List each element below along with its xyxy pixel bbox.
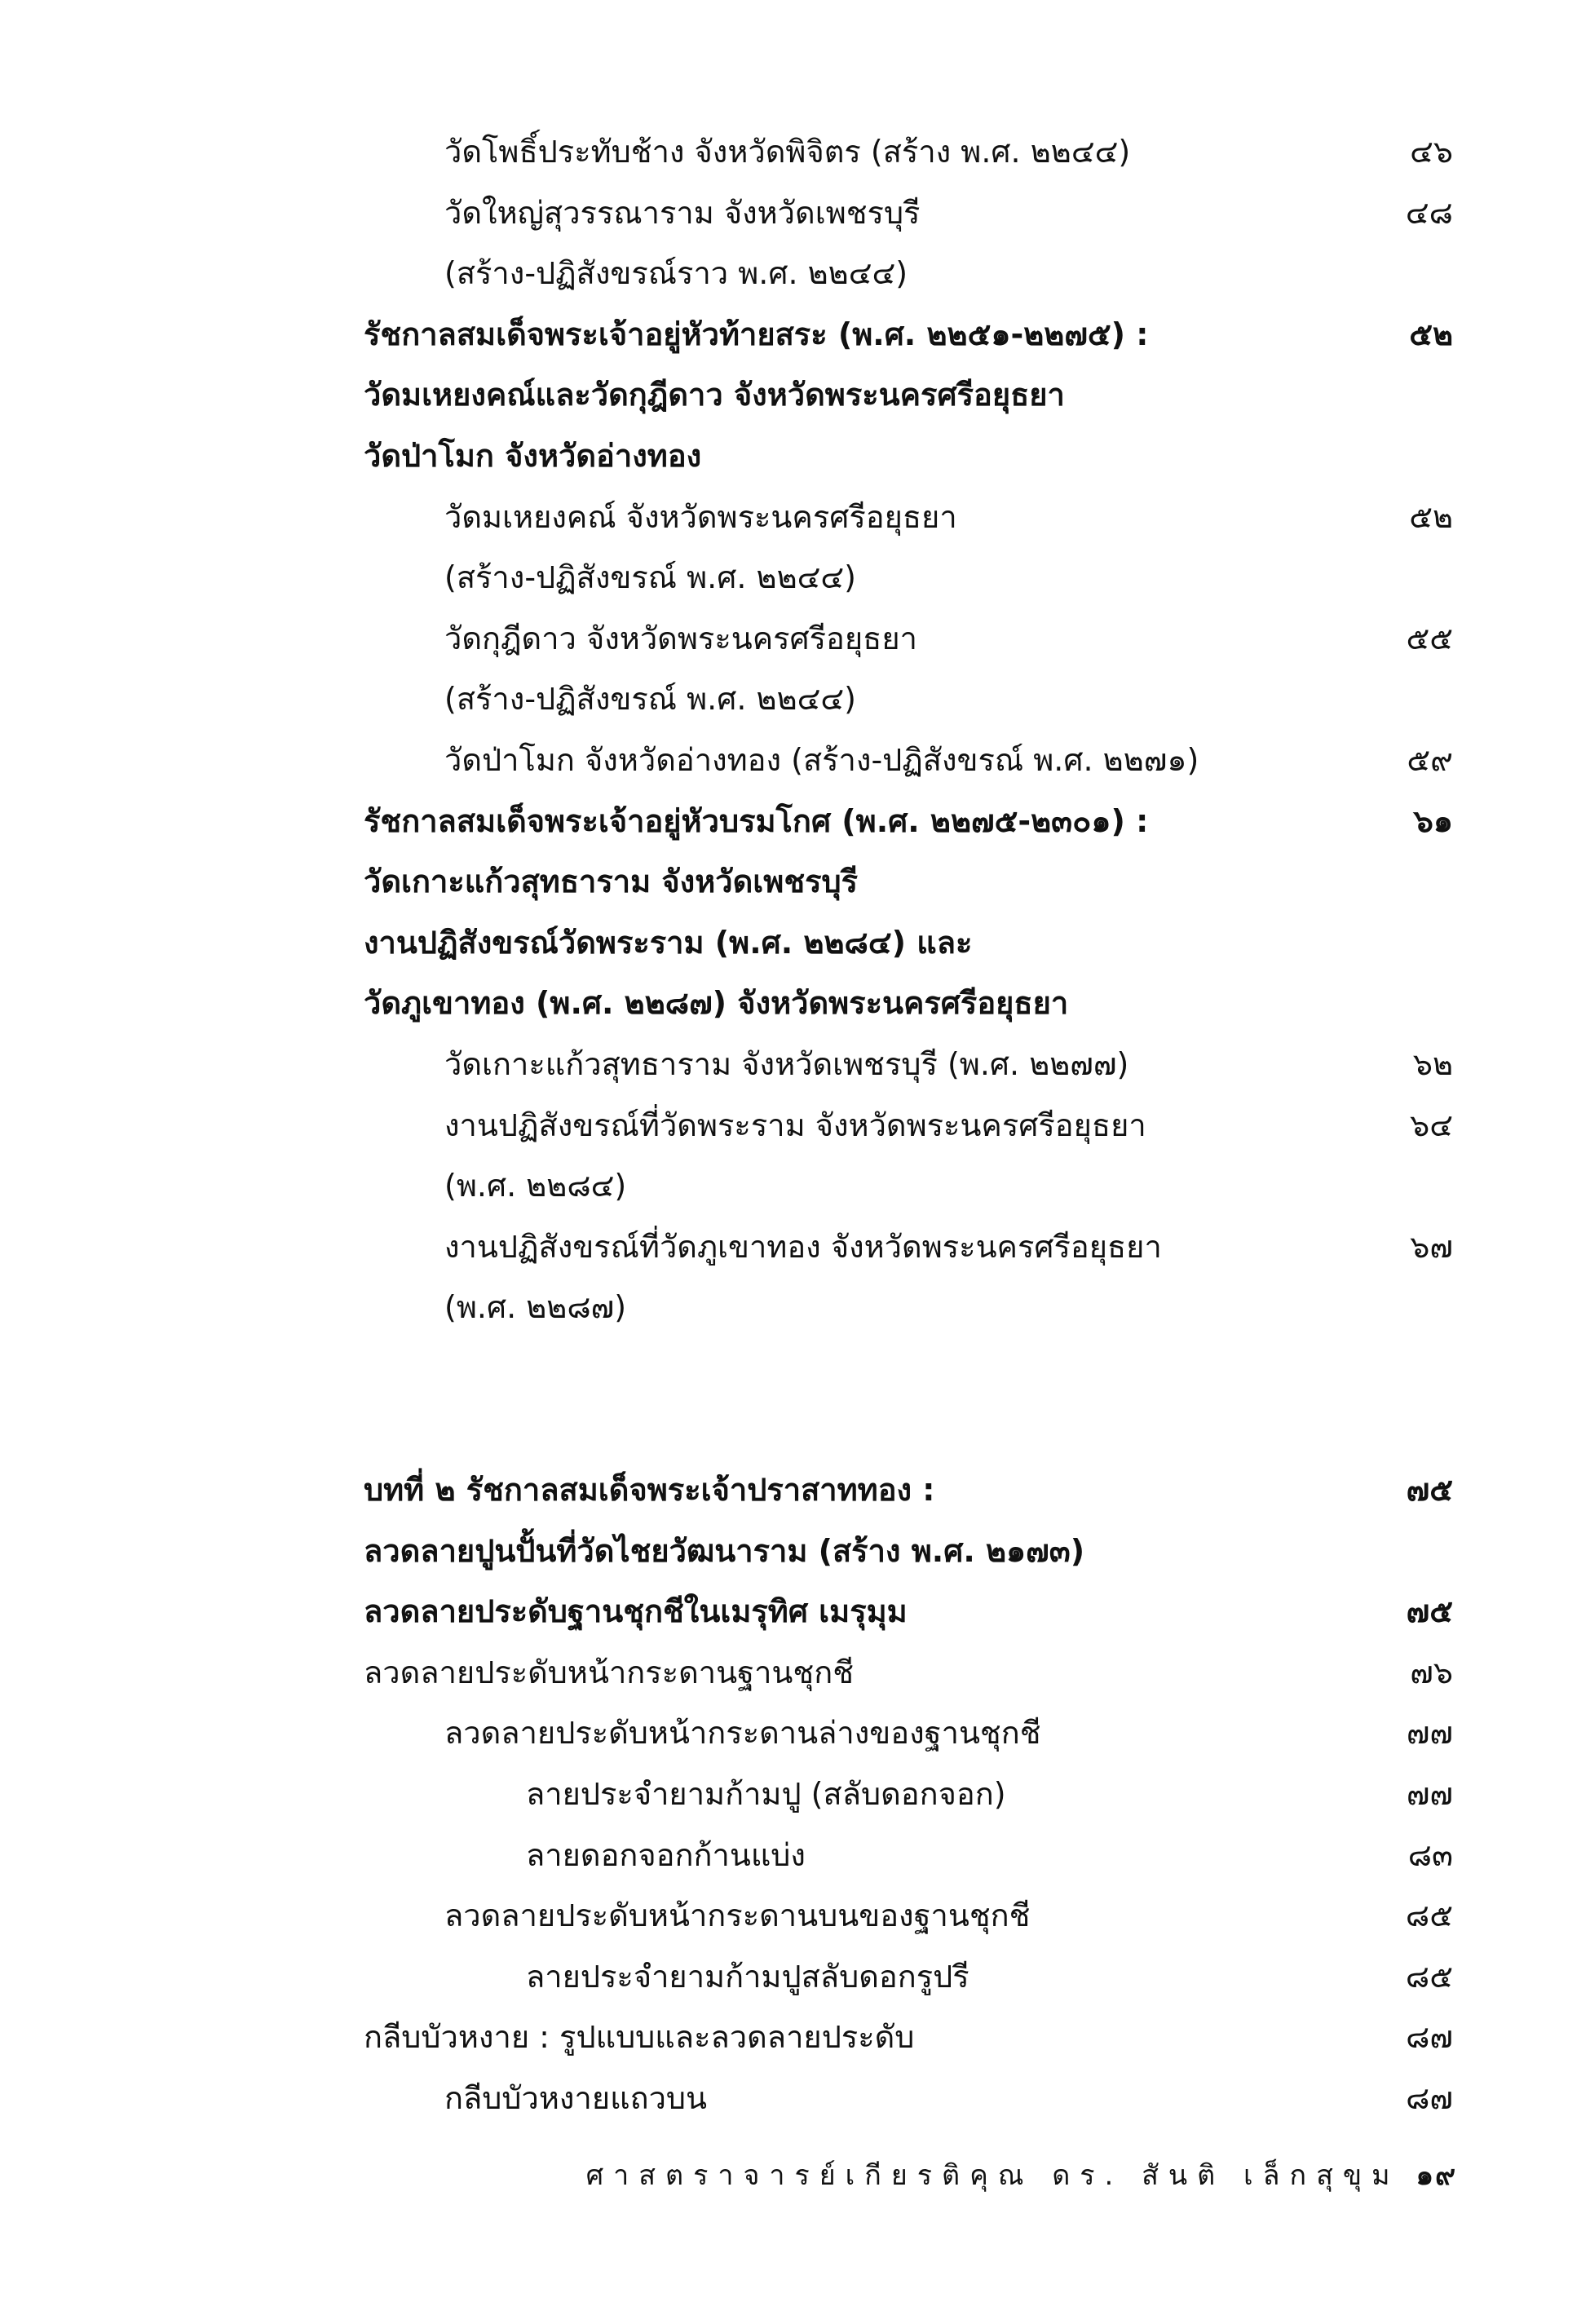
toc-entry-title: ลวดลายประดับหน้ากระดานล่างของฐานชุกชี	[444, 1715, 1041, 1752]
toc-entry-title: วัดภูเขาทอง (พ.ศ. ๒๒๘๗) จังหวัดพระนครศรีอยุธยา	[364, 985, 1069, 1022]
toc-heading	[0, 1581, 1590, 1642]
toc-entry	[0, 1764, 1590, 1825]
toc-entry-title: (สร้าง-ปฏิสังขรณ์ราว พ.ศ. ๒๒๔๔)	[444, 255, 908, 292]
toc-entry-page: ๖๗	[1410, 1228, 1453, 1265]
toc-heading	[0, 973, 1590, 1034]
table-of-contents	[0, 122, 1590, 2129]
toc-entry	[0, 1155, 1590, 1217]
toc-entry	[0, 547, 1590, 608]
toc-entry-title: วัดป่าโมก จังหวัดอ่างทอง (สร้าง-ปฏิสังขรณ์ พ.ศ. ๒๒๗๑)	[444, 741, 1199, 778]
toc-entry	[0, 1095, 1590, 1156]
toc-entry	[0, 1703, 1590, 1764]
toc-entry-page: ๔๖	[1410, 134, 1453, 170]
toc-entry-title: ลายประจำยามก้ามปูสลับดอกรูปรี	[526, 1958, 969, 1995]
toc-heading	[0, 426, 1590, 487]
toc-heading	[0, 791, 1590, 852]
toc-entry-title: (สร้าง-ปฏิสังขรณ์ พ.ศ. ๒๒๔๔)	[444, 681, 856, 718]
toc-entry-title: ลายดอกจอกก้านแบ่ง	[526, 1836, 806, 1873]
page-number: ๑๙	[1416, 2159, 1457, 2192]
toc-entry	[0, 243, 1590, 304]
toc-entry-page: ๗๗	[1406, 1715, 1453, 1752]
toc-entry-page: ๕๙	[1407, 741, 1453, 778]
toc-entry	[0, 2068, 1590, 2129]
toc-heading	[0, 1521, 1590, 1582]
toc-heading	[0, 1460, 1590, 1521]
toc-entry-title: รัชกาลสมเด็จพระเจ้าอยู่หัวท้ายสระ (พ.ศ. ๒๒๕๑-๒๒๗๕) :	[364, 316, 1149, 352]
page-footer	[586, 2153, 1457, 2197]
toc-entry-page: ๖๑	[1413, 802, 1453, 839]
toc-entry	[0, 1642, 1590, 1703]
toc-entry	[0, 122, 1590, 183]
toc-entry-title: รัชกาลสมเด็จพระเจ้าอยู่หัวบรมโกศ (พ.ศ. ๒๒๗๕-๒๓๐๑) :	[364, 802, 1149, 839]
toc-entry	[0, 669, 1590, 730]
toc-entry-page: ๗๕	[1406, 1472, 1453, 1509]
toc-entry-page: ๕๒	[1409, 498, 1453, 535]
toc-entry	[0, 730, 1590, 791]
toc-entry-title: (สร้าง-ปฏิสังขรณ์ พ.ศ. ๒๒๔๔)	[444, 559, 856, 596]
toc-heading	[0, 304, 1590, 365]
footer-author: ศาสตราจารย์เกียรติคุณ ดร. สันติ เล็กสุขุม	[585, 2159, 1400, 2192]
toc-entry	[0, 1825, 1590, 1886]
section-spacer	[0, 1338, 1590, 1460]
toc-entry-page: ๗๕	[1406, 1593, 1453, 1630]
toc-entry-page: ๘๗	[1406, 2019, 1453, 2056]
toc-entry-page: ๗๗	[1406, 1776, 1453, 1813]
toc-entry-page: ๘๓	[1407, 1836, 1453, 1873]
toc-entry-title: วัดใหญ่สุวรรณาราม จังหวัดเพชรบุรี	[444, 194, 921, 231]
toc-entry-page: ๗๖	[1410, 1654, 1453, 1690]
toc-entry-title: ลวดลายประดับหน้ากระดานบนของฐานชุกชี	[444, 1898, 1031, 1934]
toc-entry-title: งานปฏิสังขรณ์ที่วัดพระราม จังหวัดพระนครศรีอยุธยา	[444, 1107, 1146, 1143]
toc-entry-title: วัดเกาะแก้วสุทธาราม จังหวัดเพชรบุรี (พ.ศ. ๒๒๗๗)	[444, 1045, 1129, 1082]
toc-entry-title: (พ.ศ. ๒๒๘๔)	[444, 1168, 627, 1204]
toc-entry-title: ลวดลายประดับหน้ากระดานฐานชุกชี	[364, 1654, 854, 1690]
toc-entry-title: กลีบบัวหงาย : รูปแบบและลวดลายประดับ	[364, 2019, 915, 2056]
toc-entry-page: ๖๒	[1412, 1045, 1453, 1082]
toc-heading	[0, 365, 1590, 426]
toc-entry-title: กลีบบัวหงายแถวบน	[444, 2080, 708, 2116]
toc-entry-title: งานปฏิสังขรณ์ที่วัดภูเขาทอง จังหวัดพระนครศรีอยุธยา	[444, 1228, 1162, 1265]
toc-entry	[0, 608, 1590, 669]
toc-entry	[0, 183, 1590, 244]
toc-entry-title: วัดเกาะแก้วสุทธาราม จังหวัดเพชรบุรี	[364, 864, 859, 900]
toc-entry-title: วัดกุฎีดาว จังหวัดพระนครศรีอยุธยา	[444, 620, 917, 656]
toc-entry	[0, 1885, 1590, 1946]
toc-entry	[0, 1277, 1590, 1338]
toc-entry-page: ๘๕	[1405, 1898, 1453, 1934]
toc-entry-page: ๕๕	[1406, 620, 1453, 656]
toc-entry-page: ๕๒	[1409, 316, 1453, 352]
toc-entry-title: ลวดลายปูนปั้นที่วัดไชยวัฒนาราม (สร้าง พ.ศ. ๒๑๗๓)	[364, 1532, 1085, 1569]
toc-entry-title: งานปฏิสังขรณ์วัดพระราม (พ.ศ. ๒๒๘๔) และ	[364, 924, 973, 961]
toc-entry-title: วัดมเหยงคณ์ จังหวัดพระนครศรีอยุธยา	[444, 498, 957, 535]
toc-entry-title: (พ.ศ. ๒๒๘๗)	[444, 1289, 627, 1326]
toc-entry-page: ๔๘	[1405, 194, 1453, 231]
toc-heading	[0, 851, 1590, 912]
toc-entry-page: ๘๗	[1406, 2080, 1453, 2116]
toc-entry	[0, 487, 1590, 548]
toc-entry-title: ลายประจำยามก้ามปู (สลับดอกจอก)	[526, 1776, 1006, 1813]
toc-entry-title: วัดป่าโมก จังหวัดอ่างทอง	[364, 437, 702, 474]
toc-entry-page: ๖๔	[1410, 1107, 1453, 1143]
toc-entry-title: ลวดลายประดับฐานชุกชีในเมรุทิศ เมรุมุม	[364, 1593, 908, 1630]
toc-entry	[0, 1946, 1590, 2008]
toc-entry	[0, 1034, 1590, 1095]
toc-entry-title: วัดโพธิ์ประทับช้าง จังหวัดพิจิตร (สร้าง พ.ศ. ๒๒๔๔)	[444, 134, 1131, 170]
toc-entry	[0, 1217, 1590, 1278]
toc-entry-title: บทที่ ๒ รัชกาลสมเด็จพระเจ้าปราสาททอง :	[364, 1472, 935, 1509]
toc-entry-page: ๘๕	[1405, 1958, 1453, 1995]
toc-heading	[0, 912, 1590, 974]
toc-entry	[0, 2007, 1590, 2068]
toc-entry-title: วัดมเหยงคณ์และวัดกุฎีดาว จังหวัดพระนครศรีอยุธยา	[364, 377, 1065, 413]
